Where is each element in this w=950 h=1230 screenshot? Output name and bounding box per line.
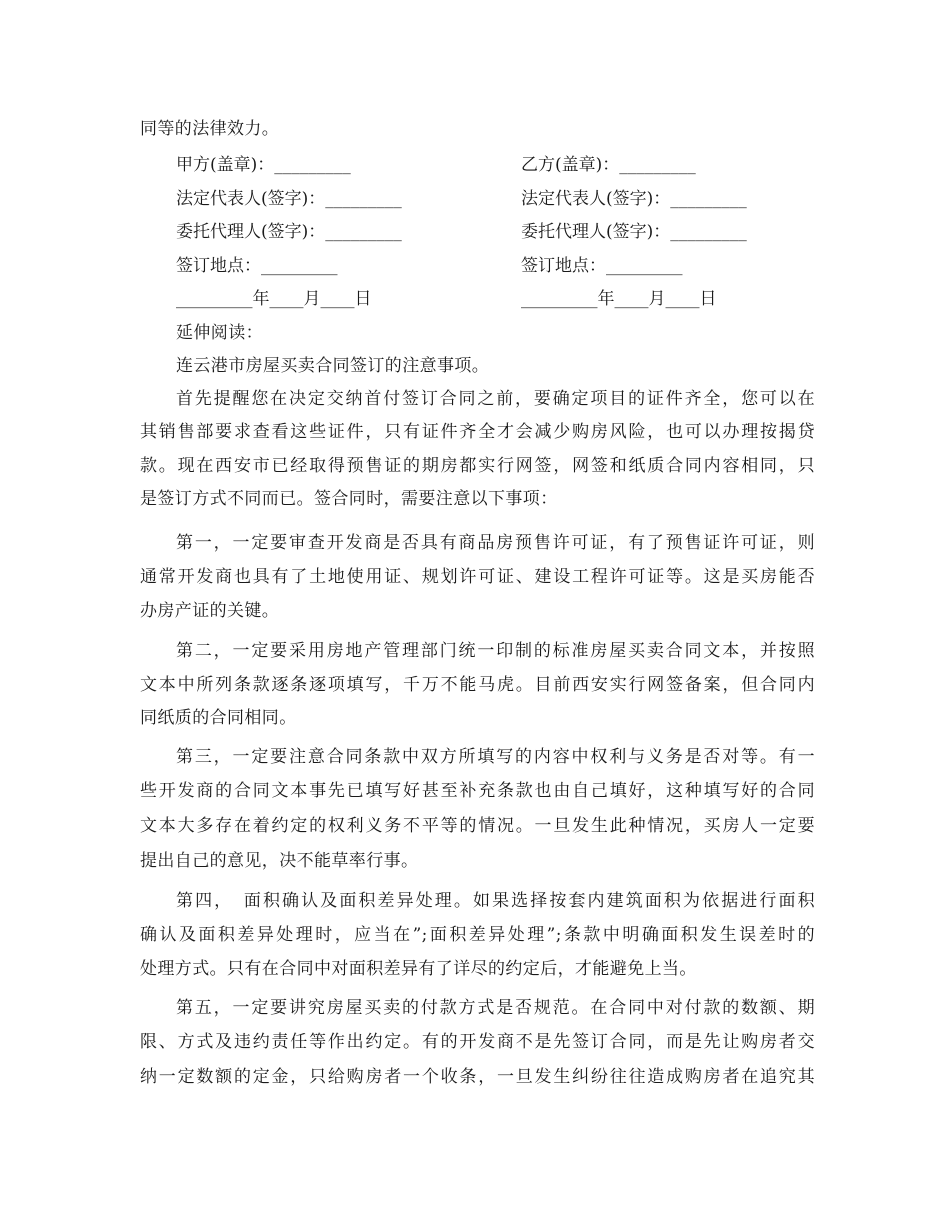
party-a-seal-field: 甲方(盖章)：_________ <box>176 155 351 175</box>
continued-text-line: 同等的法律效力。 <box>140 119 280 139</box>
paragraph-line: 通常开发商也具有了土地使用证、规划许可证、建设工程许可证等。这是买房能否 <box>140 567 815 587</box>
paragraph-line: 其销售部要求查看这些证件，只有证件齐全才会减少购房风险，也可以办理按揭贷 <box>140 422 815 442</box>
paragraph-line: 同纸质的合同相同。 <box>140 708 297 728</box>
party-b-signing-place-field: 签订地点：_________ <box>521 256 683 276</box>
paragraph-line: 第四， 面积确认及面积差异处理。如果选择按套内建筑面积为依据进行面积 <box>176 891 815 911</box>
paragraph-line: 些开发商的合同文本事先已填写好甚至补充条款也由自己填好，这种填写好的合同 <box>140 781 815 801</box>
paragraph-line: 第二，一定要采用房地产管理部门统一印制的标准房屋买卖合同文本，并按照 <box>176 641 815 661</box>
paragraph-line: 文本大多存在着约定的权利义务不平等的情况。一旦发生此种情况，买房人一定要 <box>140 816 815 836</box>
party-a-agent-field: 委托代理人(签字)：_________ <box>176 222 402 242</box>
party-b-date-field: _________年____月____日 <box>521 289 717 309</box>
party-b-legal-rep-field: 法定代表人(签字)：_________ <box>521 189 747 209</box>
party-a-date-field: _________年____月____日 <box>176 289 372 309</box>
paragraph-line: 纳一定数额的定金，只给购房者一个收条，一旦发生纠纷往往造成购房者在追究其 <box>140 1067 815 1087</box>
paragraph-line: 限、方式及违约责任等作出约定。有的开发商不是先签订合同，而是先让购房者交 <box>140 1032 815 1052</box>
paragraph-line: 第一，一定要审查开发商是否具有商品房预售许可证，有了预售证许可证，则 <box>176 533 815 553</box>
paragraph-line: 款。现在西安市已经取得预售证的期房都实行网签，网签和纸质合同内容相同，只 <box>140 456 815 476</box>
paragraph-line: 文本中所列条款逐条逐项填写，千万不能马虎。目前西安实行网签备案，但合同内 <box>140 675 815 695</box>
paragraph-line: 办房产证的关键。 <box>140 601 280 621</box>
paragraph-line: 是签订方式不同而已。签合同时，需要注意以下事项： <box>140 489 558 509</box>
paragraph-line: 提出自己的意见，决不能草率行事。 <box>140 851 419 871</box>
paragraph-line: 确认及面积差异处理时，应当在”;面积差异处理”;条款中明确面积发生误差时的 <box>140 925 815 945</box>
paragraph-line: 第三，一定要注意合同条款中双方所填写的内容中权利与义务是否对等。有一 <box>176 747 815 767</box>
paragraph-line: 第五，一定要讲究房屋买卖的付款方式是否规范。在合同中对付款的数额、期 <box>176 998 815 1018</box>
party-a-legal-rep-field: 法定代表人(签字)：_________ <box>176 189 402 209</box>
paragraph-line: 首先提醒您在决定交纳首付签订合同之前，要确定项目的证件齐全，您可以在 <box>176 389 815 409</box>
extended-reading-label: 延伸阅读： <box>176 323 263 343</box>
party-b-agent-field: 委托代理人(签字)：_________ <box>521 222 747 242</box>
party-b-seal-field: 乙方(盖章)：_________ <box>521 155 696 175</box>
party-a-signing-place-field: 签订地点：_________ <box>176 256 338 276</box>
paragraph-line: 处理方式。只有在合同中对面积差异有了详尽的约定后，才能避免上当。 <box>140 959 697 979</box>
article-title: 连云港市房屋买卖合同签订的注意事项。 <box>176 356 490 376</box>
